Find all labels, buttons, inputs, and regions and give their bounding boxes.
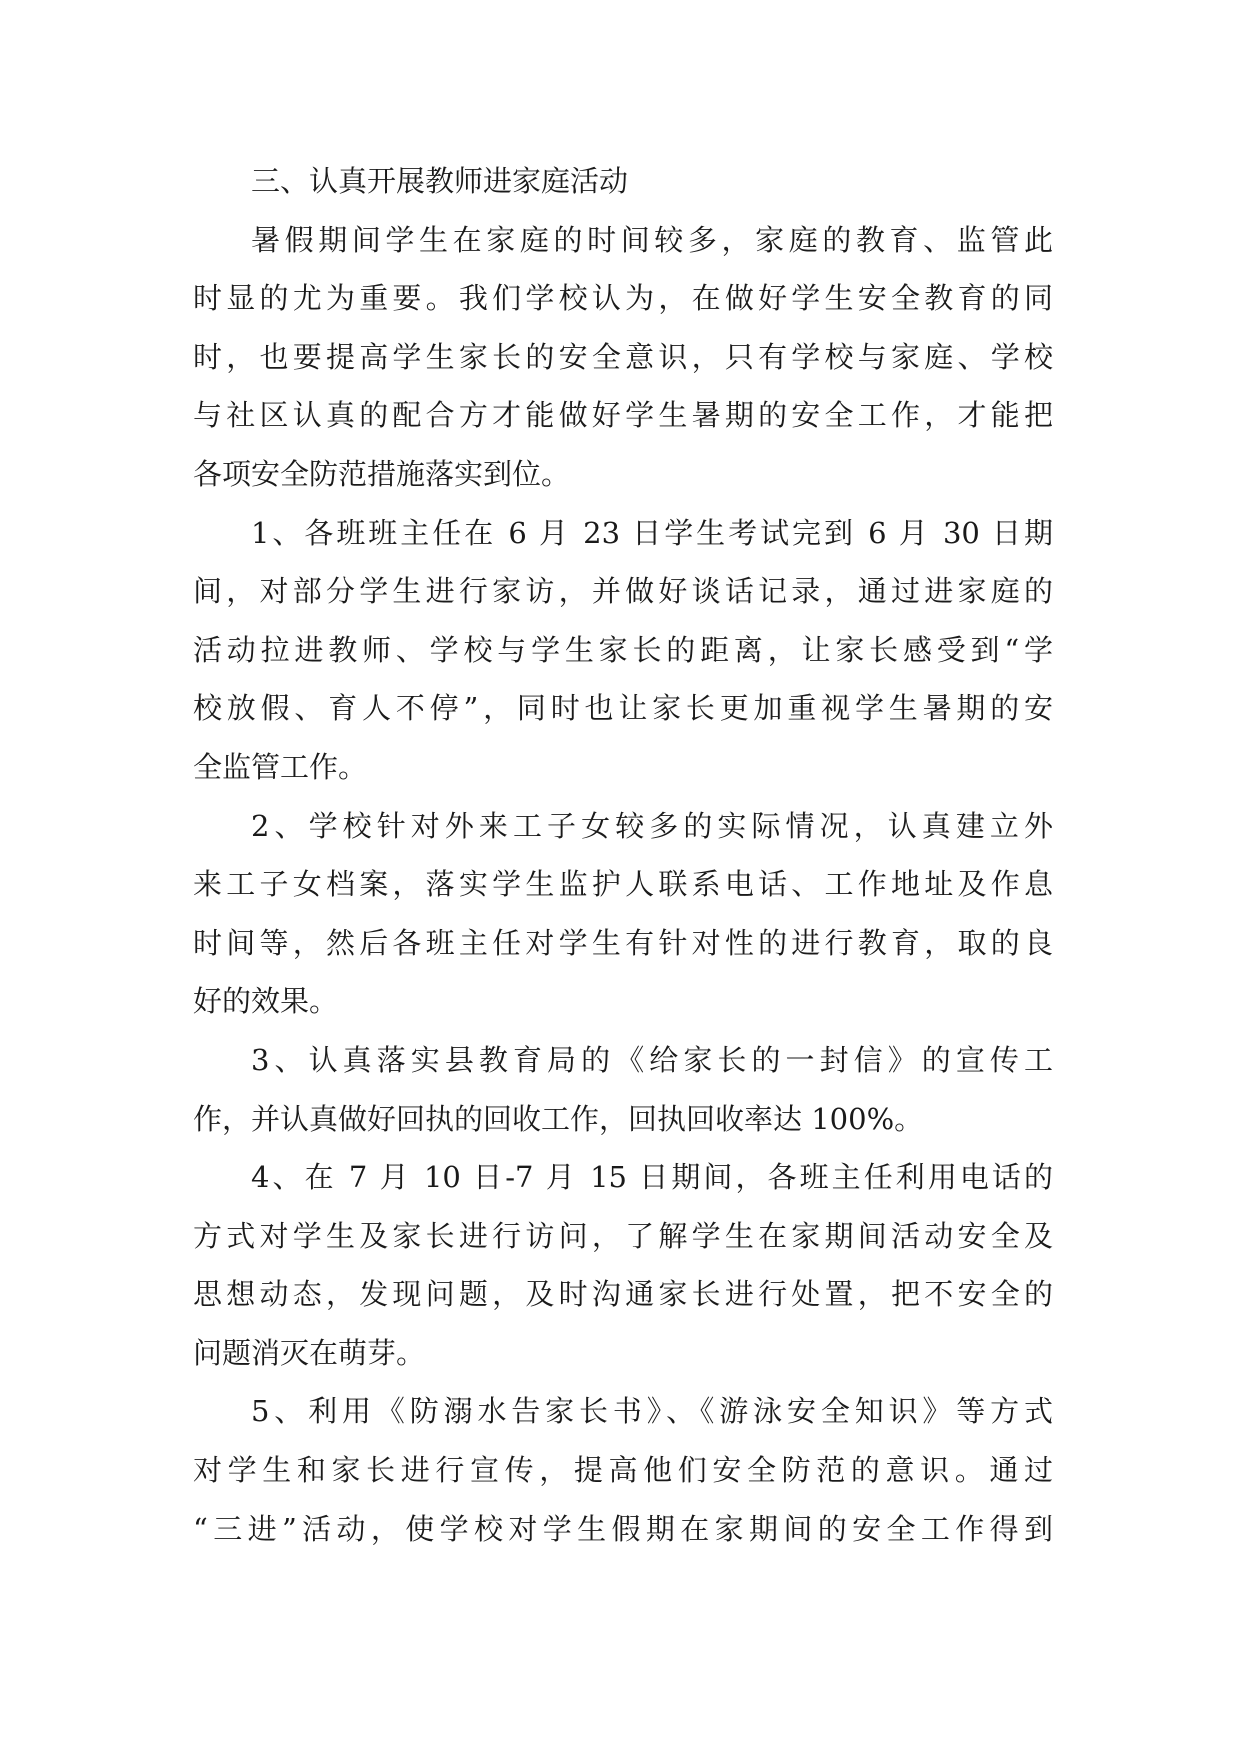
paragraph-line: 1、各班班主任在 6 月 23 日学生考试完到 6 月 30 日期 — [251, 515, 1053, 550]
paragraph-line: 作，并认真做好回执的回收工作，回执回收率达 100%。 — [193, 1101, 924, 1136]
paragraph-item-1 — [193, 504, 1053, 797]
paragraph-item-4 — [193, 1148, 1053, 1382]
paragraph-line: 暑假期间学生在家庭的时间较多，家庭的教育、监管此 — [251, 222, 1053, 257]
paragraph-line: 2、学校针对外来工子女较多的实际情况，认真建立外 — [251, 808, 1053, 843]
paragraph-line: 全监管工作。 — [193, 749, 368, 784]
paragraph-line: 方式对学生及家长进行访问，了解学生在家期间活动安全及 — [193, 1218, 1053, 1253]
paragraph-item-3 — [193, 1031, 1053, 1148]
paragraph-line: 来工子女档案，落实学生监护人联系电话、工作地址及作息 — [193, 867, 1053, 902]
paragraph-line: “三进”活动，使学校对学生假期在家期间的安全工作得到 — [193, 1511, 1053, 1546]
paragraph-line: 与社区认真的配合方才能做好学生暑期的安全工作，才能把 — [193, 398, 1053, 433]
paragraph-line: 各项安全防范措施落实到位。 — [193, 456, 571, 491]
paragraph-line: 校放假、育人不停”，同时也让家长更加重视学生暑期的安 — [193, 691, 1053, 726]
paragraph-line: 4、在 7 月 10 日-7 月 15 日期间，各班主任利用电话的 — [251, 1160, 1053, 1195]
paragraph-item-2 — [193, 797, 1053, 1031]
paragraph-line: 5、利用《防溺水告家长书》、《游泳安全知识》等方式 — [251, 1394, 1053, 1429]
paragraph-line: 好的效果。 — [193, 984, 339, 1019]
paragraph-line: 问题消灭在萌芽。 — [193, 1335, 426, 1370]
paragraph-line: 3、认真落实县教育局的《给家长的一封信》的宣传工 — [251, 1042, 1053, 1077]
paragraph-line: 对学生和家长进行宣传，提高他们安全防范的意识。通过 — [193, 1453, 1053, 1488]
paragraph-item-5 — [193, 1382, 1053, 1558]
heading-teacher-home-visits — [193, 152, 1053, 211]
paragraph-line: 活动拉进教师、学校与学生家长的距离，让家长感受到“学 — [193, 632, 1053, 667]
paragraph-line: 思想动态，发现问题，及时沟通家长进行处置，把不安全的 — [193, 1277, 1053, 1312]
paragraph-intro — [193, 211, 1053, 504]
paragraph-line: 时显的尤为重要。我们学校认为，在做好学生安全教育的同 — [193, 281, 1053, 316]
paragraph-line: 间，对部分学生进行家访，并做好谈话记录，通过进家庭的 — [193, 574, 1053, 609]
paragraph-line: 时间等，然后各班主任对学生有针对性的进行教育，取的良 — [193, 925, 1053, 960]
document-body — [193, 152, 1053, 1558]
paragraph-line: 时，也要提高学生家长的安全意识，只有学校与家庭、学校 — [193, 339, 1053, 374]
heading-line: 三、认真开展教师进家庭活动 — [251, 164, 629, 198]
